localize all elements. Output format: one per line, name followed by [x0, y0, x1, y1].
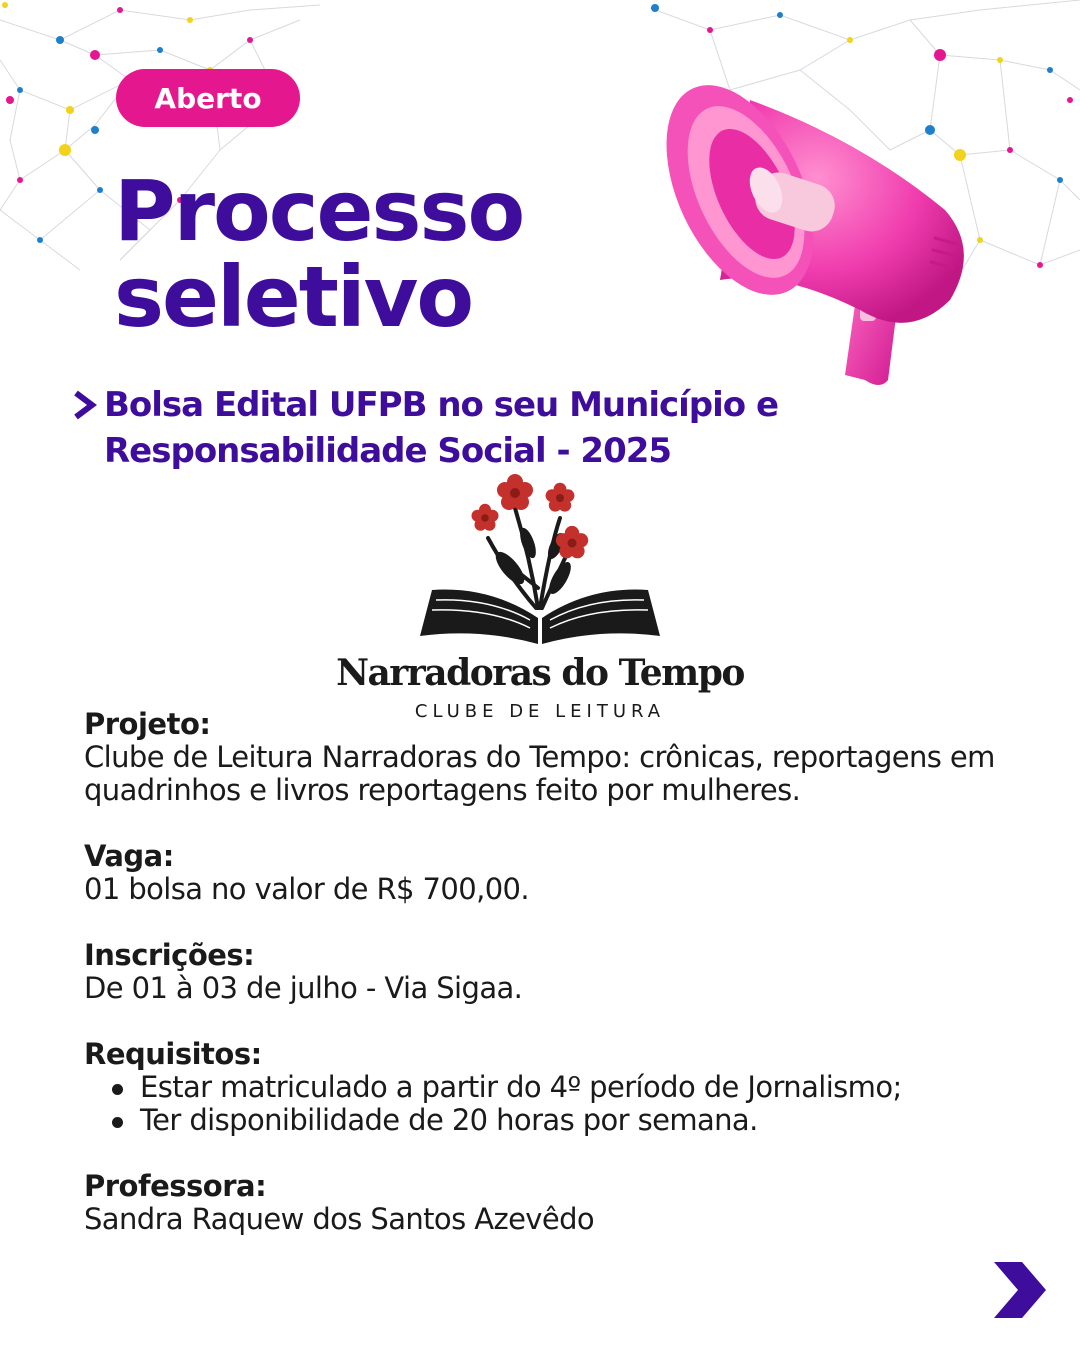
page-title-line-2: seletivo: [114, 248, 473, 346]
logo-name: Narradoras do Tempo: [336, 652, 744, 694]
inscricoes-text: De 01 à 03 de julho - Via Sigaa.: [84, 971, 523, 1005]
logo-tagline: CLUBE DE LEITURA: [414, 701, 666, 722]
inscricoes-label: Inscrições:: [84, 938, 255, 972]
list-item: Estar matriculado a partir do 4º período de Jornalismo;: [106, 1071, 1024, 1104]
requisitos-label: Requisitos:: [84, 1037, 262, 1071]
next-chevron-icon[interactable]: [990, 1258, 1050, 1322]
vaga-label: Vaga:: [84, 839, 174, 873]
vaga-block: [84, 840, 1024, 906]
book-flowers-logo-icon: [410, 468, 670, 648]
professora-block: [84, 1170, 1024, 1236]
inscricoes-block: [84, 939, 1024, 1005]
vaga-text: 01 bolsa no valor de R$ 700,00.: [84, 872, 530, 906]
professora-text: Sandra Raquew dos Santos Azevêdo: [84, 1202, 595, 1236]
page-title: [114, 162, 524, 346]
requisitos-block: [84, 1038, 1024, 1137]
page-title-line-1: Processo: [114, 162, 524, 260]
requisitos-list: [84, 1071, 1024, 1137]
subtitle-line-1: Bolsa Edital UFPB no seu Município e: [104, 385, 779, 425]
list-item: Ter disponibilidade de 20 horas por semana.: [106, 1104, 1024, 1137]
projeto-text: Clube de Leitura Narradoras do Tempo: crônicas, reportagens em quadrinhos e livros reportagens feito por mulheres.: [84, 740, 995, 807]
subtitle: [72, 382, 872, 474]
chevron-right-icon: [72, 390, 98, 420]
projeto-block: [84, 708, 1024, 807]
projeto-label: Projeto:: [84, 707, 211, 741]
professora-label: Professora:: [84, 1169, 267, 1203]
status-badge: Aberto: [116, 69, 300, 127]
subtitle-line-2: Responsabilidade Social - 2025: [104, 431, 672, 471]
megaphone-icon: [660, 60, 990, 390]
info-section: [84, 708, 1024, 1269]
